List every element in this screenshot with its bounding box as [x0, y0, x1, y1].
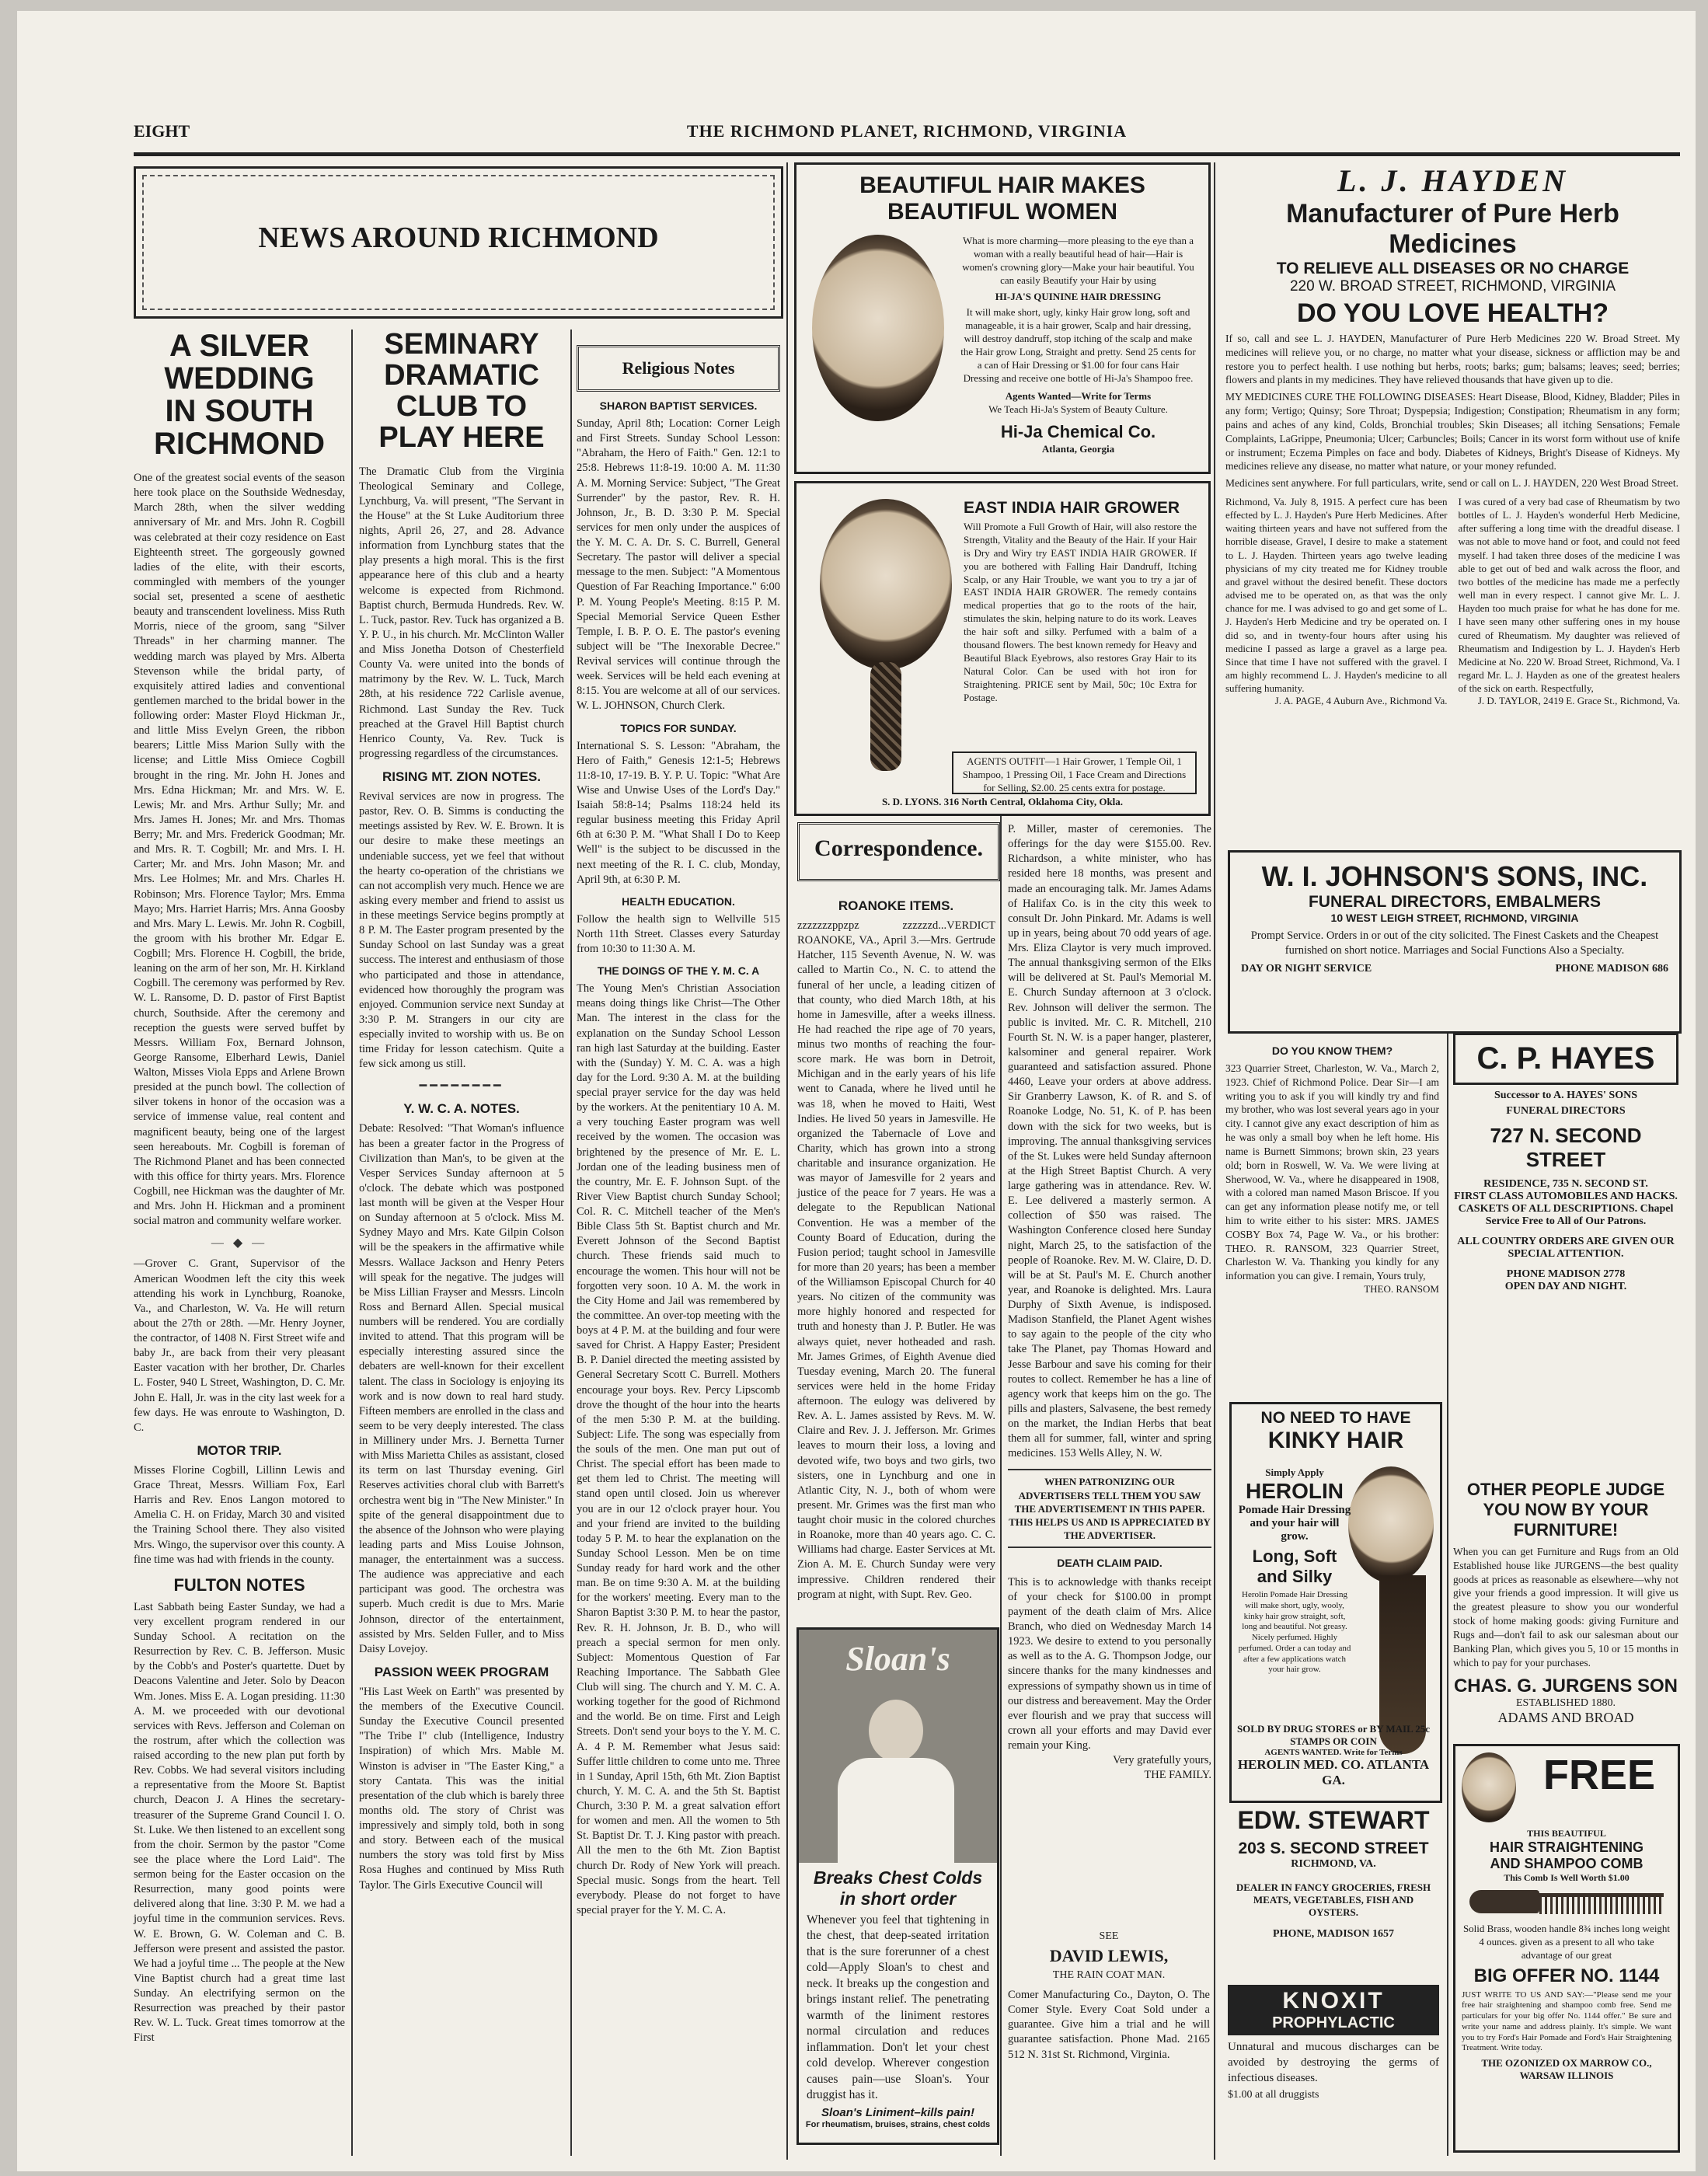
testimonial-taylor: [1459, 495, 1681, 708]
herolin-headline: NO NEED TO HAVE: [1260, 1409, 1411, 1427]
sharon-article: Sunday, April 8th; Location: Corner Leigh and First Streets. Sunday School Lesson: "Abraham, the Hero of Faith." Gen. 12:1 to 25:8. Hebrews 11:8-19. 10:00 A. M. 11:30 A. M. Morning Service: Subject, "The Great Surrender" by the pastor, Rev. R. H. Johnson, Jr., B. D. 3:30 P. M. Special services for men only under the auspices of the Y. M. C. A. Dr. S. C. Burrell, General Secretary. The pastor will deliver a special message to the men. Subject: "A Momentous Question of Far Reaching Importance." 6:00 P. M. Young People's Meeting. 8:15 P. M. Special Memorial Service Queen Esther Temple, I. B. P. O. E. The pastor's evening subject will be "The Inexorable Decree." Revival services will continue through the week. Services will be held each evening at 8:15. You are welcome at all of our services. W. L. JOHNSON, Church Clerk.: [577, 417, 780, 713]
testimonial-signature: J. D. TAYLOR, 2419 E. Grace St., Richmond, Va.: [1477, 695, 1680, 707]
jurgens-headline: OTHER PEOPLE JUDGE: [1466, 1480, 1665, 1499]
free-company: THE OZONIZED OX MARROW CO.,: [1481, 2057, 1652, 2070]
news-around-richmond-banner: [134, 166, 783, 319]
column-1: [134, 330, 345, 2164]
sloans-footer-uses: For rheumatism, bruises, strains, chest colds: [805, 2120, 991, 2130]
braid-image: [870, 662, 901, 771]
know-body: 323 Quarrier Street, Charleston, W. Va., March 2, 1923. Chief of Richmond Police. Dear Sir—I am writing you to ask if you will kindly try and find my brother, who was lost several years ago in your city. I cannot give any exact description of him as he was only a small boy when he left home. His name is Burnett Simmons; brown skin, 23 years old; born in Roswell, W. Va. We were living at Sherwood, W. Va., where he disappeared in 1908, with a colored man named Mason Briscoe. If you can get any information please notify me, or tell him to write either to his sister: MRS. JAMES COSBY Box 74, Page W. Va., or his brother: THEO. R. RANSOM, 323 Quarrier Street, Charleston W. Va. Thanking you kindly for any information you can give. I remain, Yours truly,: [1225, 1062, 1439, 1282]
free-instructions: JUST WRITE TO US AND SAY:—"Please send me your free hair straightening and shampoo comb free. Send me particulars for your big offer No. 1144 offer." Be sure and write your name and address plainly. It's simple. We want you to try Ford's Hair Pomade and Ford's Hair Straightening Treatment. Write today.: [1462, 1989, 1671, 2053]
column-rule: [786, 162, 788, 2160]
agents-outfit: AGENTS OUTFIT—1 Hair Grower, 1 Temple Oil, 1 Shampoo, 1 Pressing Oil, 1 Face Cream and Directions for Selling, $2.00. 25 cents extra for postage.: [952, 751, 1197, 794]
stewart-phone: PHONE, MADISON 1657: [1273, 1928, 1394, 1940]
silver-wedding-article: One of the greatest social events of the season here took place on the Southside Wednesday, March 28th, when the silver wedding anniversary of Mr. and Mrs. John R. Cogbill was celebrated at their cozy residence on East Eighteenth street. The gorgeously gowned ladies of the elite, with their escorts, commingled with members of the younger social set, presented a scene of aesthetic beauty and transcendent loveliness. Miss Ruth Morris, niece of the groom, sang "Silver Threads" in her charming manner. The wedding march was played by Mrs. Alberta Stevenson while the bridal party, of exquisitely attired ladies and conventional gentlemen marched to the bridal bower in the following order: Master Floyd Hickman Jr., and little Miss Evelyn Green, the ribbon bearers; Little Miss Marion Sully with the license; and Little Miss Omiece Cogbill brought in the ring. Mr. John H. Jones and Mrs. Edna Hickman; Mr. and Mrs. W. E. Lewis; Mr. and Mrs. Arthur Sully; Mr. and Mrs. James H. Jones; Mr. and Mrs. Thomas Berry; Mr. and Mrs. Frederick Goodman; Mr. and Mrs. R. T. Cogbill; Mr. and Mrs. I. H. Carter; Mr. and Mrs. John Mason; Mr. and Mrs. Lee Holmes; Mr. and Mrs. Charles H. Robinson; Mrs. Florence Taylor; Mrs. Emma Mayo; Mrs. Harriet Harris; Mrs. Anna Goosby and Mrs. Mary L. Lewis. Mr. John R. Cogbill, the groom with his brother Mr. Edgar E. Cogbill; Mrs. Florence H. Cogbill, the bride, leaning on the arm of her son, Mr. H. Kirkland Cogbill. The ceremony was performed by Rev. W. L. Ransome, D. D. pastor of First Baptist church, Southside. After the ceremony and reception the guests were served buffet by Messrs. William Fox, Bernard Johnson, George Ransome, Elberhard Lewis, Daniel Walton, Misses Viola Epps and Arlene Brown presided at the punch bowl. The collection of silver tokens in honor of the occasion was a service of immense value, real content and magnificent beauty, being one of the largest seen hereabouts. Mr. Cogbill is foreman of The Richmond Planet and has been connected with this office for thirty years. Mrs. Florence Cogbill, nee Hickman was the daughter of Mr. and Mrs. John H. Hickman and a prominent social matron and community welfare worker.: [134, 472, 345, 1228]
religious-notes-box: [577, 345, 780, 392]
hayes-address: 727 N. SECOND STREET: [1490, 1124, 1642, 1171]
hayes-name: C. P. HAYES: [1476, 1041, 1655, 1076]
topics-article: International S. S. Lesson: "Abraham, the Hero of Faith," Genesis 12:1-5; Hebrews 11:8-10, 17-19. B. Y. P. U. Topic: "What Are Wise and Unwise Uses of the Lord's Day." Isaiah 58:8-14; Psalms 118:24 held its regular business meeting this Friday April 6th at 6:30 P. M. "What Shall I Do to Keep Well" is the subject to be discussed in the next meeting of the R. I. C. club, Monday, April 9th, at 6:30 P. M.: [577, 739, 780, 886]
motor-trip-heading: MOTOR TRIP.: [197, 1442, 282, 1458]
masthead: [134, 120, 1680, 148]
zion-article: Revival services are now in progress. The pastor, Rev. O. B. Simms is conducting the meetings assisted by Rev. W. E. Brown. It is our desire to make these meetings an undeniable success, yet we feel that without the hearty co-operation of the christians we can not accomplish very much. Hence we are asking every member and friend to assist us in these meetings Service begins promptly at 8 P. M. The Easter program presented by the Sunday School on last Sunday was a great success. The interest and enthusiasm of those who participated and those in attendance, evidenced how thoroughly the program was enjoyed. Communion service next Sunday at 3:30 P. M. Strangers in our city are especially invited to worship with us. Be on time Friday for lesson catechism. Quite a few sick among us still.: [359, 790, 564, 1071]
hayes-residence: RESIDENCE, 735 N. SECOND ST.: [1483, 1178, 1648, 1190]
herolin-simply: Simply Apply: [1265, 1466, 1324, 1478]
jurgens-established: ESTABLISHED 1880.: [1516, 1697, 1616, 1710]
stewart-name: EDW. STEWART: [1237, 1806, 1430, 1834]
knoxit-price: $1.00 at all druggists: [1228, 2089, 1319, 2101]
know-heading: DO YOU KNOW THEM?: [1271, 1044, 1393, 1057]
silver-wedding-headline: [134, 330, 345, 460]
fulton-notes-heading: FULTON NOTES: [173, 1574, 305, 1595]
zion-heading: RISING MT. ZION NOTES.: [382, 769, 541, 785]
see-label: SEE: [1099, 1930, 1119, 1942]
hayden-relieve: TO RELIEVE ALL DISEASES OR NO CHARGE: [1276, 260, 1630, 277]
ad-system: We Teach Hi-Ja's System of Beauty Culture.: [988, 403, 1168, 415]
headline-line: A SILVER WEDDING: [164, 329, 315, 396]
hayden-herb-medicines-ad: [1225, 162, 1680, 823]
jurgens-address: ADAMS AND BROAD: [1497, 1710, 1634, 1726]
headline-line: CLUB TO PLAY HERE: [378, 389, 545, 454]
hayden-testimonials: [1225, 495, 1680, 708]
sloans-illustration: [799, 1630, 997, 1863]
banner-title: NEWS AROUND RICHMOND: [258, 221, 659, 254]
knoxit-subtitle: PROPHYLACTIC: [1272, 2014, 1395, 2031]
hija-hair-ad: [794, 162, 1211, 474]
johnson-name: W. I. JOHNSON'S SONS, INC.: [1261, 860, 1648, 892]
death-claim-signature: THE FAMILY.: [1144, 1769, 1211, 1782]
sharon-heading: SHARON BAPTIST SERVICES.: [599, 399, 758, 412]
knoxit-brand: KNOXIT: [1282, 1988, 1385, 2014]
ad-city: Atlanta, Georgia: [1041, 443, 1115, 455]
seminary-headline: [359, 330, 564, 454]
knoxit-ad: [1228, 1985, 1439, 2148]
man-head-image: [869, 1700, 923, 1762]
religious-notes-title: Religious Notes: [622, 358, 735, 378]
woman-portrait-image: [1462, 1752, 1516, 1822]
johnson-body: Prompt Service. Orders in or out of the city solicited. The Finest Caskets and the Cheapest furnished on short notice. Marriages and Social Functions Also a Specialty.: [1250, 929, 1659, 957]
sloans-tagline: in short order: [839, 1888, 957, 1909]
stewart-address: 203 S. SECOND STREET: [1238, 1839, 1429, 1857]
column-rule: [1447, 1029, 1448, 2156]
ad-title: BEAUTIFUL WOMEN: [887, 199, 1118, 225]
herolin-agents: AGENTS WANTED. Write for Terms: [1264, 1748, 1403, 1757]
hayden-name: L. J. HAYDEN: [1337, 163, 1568, 198]
sloans-footer: Sloan's Liniment–kills pain!: [821, 2106, 974, 2120]
free-comb-ad: [1453, 1744, 1680, 2153]
johnson-phone: PHONE MADISON 686: [1555, 963, 1668, 975]
free-city: WARSAW ILLINOIS: [1519, 2070, 1614, 2082]
stewart-grocery-ad: [1228, 1806, 1439, 1977]
woman-portrait-image: [820, 499, 952, 670]
hayden-body: If so, call and see L. J. HAYDEN, Manufacturer of Pure Herb Medicines 220 W. Broad Street. My medicines will relieve you, or no charge, no matter what your disease, sickness or affliction may be and restore you to perfect health. I use nothing but herbs, roots; barks; gum; balsams; leaves; seed; berries; flowers and plants in my medicines. They have relieved thousands that have given up to die.: [1225, 333, 1680, 386]
column-rule: [351, 330, 353, 2156]
knoxit-body: Unnatural and mucous discharges can be avoided by destroying the germs of infectious diseases.: [1228, 2041, 1439, 2084]
testimonial-page: [1225, 495, 1448, 708]
sloans-tagline: Breaks Chest Colds: [813, 1867, 983, 1888]
fulton-notes-article: Last Sabbath being Easter Sunday, we had a very excellent program rendered in our Sunday School. A recitation on the Resurrection by Rev. C. B. Jefferson. Music by the Cobb's and Poster's quartette. Duet by Deacons Valentine and Jeter. Solo by Deacon Wm. Jones. Miss E. A. Logan presiding. 11:30 A. M. we proceeded with our devotional services with Revs. Jefferson and Coleman on the rostrum, after which the collection was raised according to the new plan put forth by Rev. Cobbs. We had several visitors including a representative from the Moore St. Baptist church, Deacon J. A Hines the secretary-treasurer of the Supreme Grand Council I. O. St. Luke. We then listened to an excellent song from the choir. Sermon by the pastor "Come see the place where the Lord Laid". The sermon being for the Easter occasion on the Resurrection, many good points were delivered along that line. 3:30 P. M. we had a joyful time in the communion services. Revs. W. E. Brown, G. W. Coleman and C. B. Jefferson were present and assisted the pastor. We had a joyful time ... The people at the New Vine Baptist church had a great time last Sunday. An electrifying sermon on the Resurrection was preached by their pastor Rev. W. L. Tuck. Great times tomorrow at the First: [134, 1600, 345, 2045]
testimonial-signature: J. A. PAGE, 4 Auburn Ave., Richmond Va.: [1274, 695, 1448, 707]
roanoke-heading: ROANOKE ITEMS.: [838, 898, 954, 913]
passion-week-article: "His Last Week on Earth" was presented by the members of the Executive Council. Sunday the Executive Council presented "The Tribe I" club (Intelligence, Industry Inspiration) of which Mrs. Mable M. Winston is adviser in "The Easter King," a story Cantata. This was the initial presentation of the club which is barely three months old. The story of Christ was impressively and simply told, both in song and story. Between each of the musical numbers the story was told first by Miss Rosa Hughes and continued by Miss Ruth Taylor. The Girls Executive Council will: [359, 1685, 564, 1892]
stewart-city: RICHMOND, VA.: [1291, 1858, 1376, 1870]
passion-week-heading: PASSION WEEK PROGRAM: [374, 1664, 549, 1679]
woman-portrait-image: [812, 235, 944, 421]
ad-product: HI-JA'S QUININE HAIR DRESSING: [995, 290, 1162, 302]
stewart-dealer: DEALER IN FANCY GROCERIES, FRESH MEATS, VEGETABLES, FISH AND OYSTERS.: [1236, 1881, 1431, 1918]
death-claim-closing: Very gratefully yours,: [1113, 1754, 1211, 1767]
herolin-long: Long, Soft and Silky: [1252, 1547, 1337, 1586]
jurgens-furniture-ad: [1453, 1480, 1678, 1736]
hayden-contact: Medicines sent anywhere. For full particulars, write, send or call on L. J. HAYDEN, 220 West Broad Street.: [1225, 477, 1679, 490]
topics-heading: TOPICS FOR SUNDAY.: [620, 721, 737, 734]
herolin-company: HEROLIN MED. CO. ATLANTA GA.: [1237, 1757, 1430, 1787]
seminary-article: The Dramatic Club from the Virginia Theological Seminary and College, Lynchburg, Va. will present, "The Servant in the House" at the St Luke Auditorium three nights, April 26, 27, and 28. Advance information from Lynchburg states that the play presents a high moral. This is the first appearance here of this club and a hearty welcome is expected from Richmond. Baptist church, Bermuda Hundreds. Rev. W. L. Tuck, pastor. Rev. Tuck has organized a B. Y. P. U., in his church. Mr. McClinton Waller and Miss Jonetha Dotson of Chesterfield County Va. were united into the bonds of matrimony by the Rev. W. L. Tuck, March 28th, at his residence 722 Carlisle avenue, Richmond. Last Sunday the Rev. Tuck preached at the Gravel Hill Baptist church Henrico County, Va. Rev. Tuck is progressing regardless of the circumstances.: [359, 465, 564, 760]
death-claim-article: This is to acknowledge with thanks receipt of your check for $100.00 in prompt payment of the death claim of Mrs. Alice Branch, who died on Wednesday March 14 1923. We desire to extend to you personally as well as to the A. G. Thompson Jodge, our sincere thanks for the many kindnesses and expressions of sympathy shown us in time of our distress and bereavement. May the Order ever flourish and we pray that success will crown all your efforts and may David ever remain your King.: [1008, 1575, 1211, 1752]
personals-article: —Grover C. Grant, Supervisor of the American Woodmen left the city this week attending his work in Lynchburg, Roanoke, Va., and Charleston, W. Va. He will return about the 27th or 28th. —Mr. Henry Joyner, the contractor, of 1408 N. First Street wife and baby Jr., are back from their very pleasant Easter vacation with her brother, Dr. Charles L. Foster, 940 L Street, Washington, D. C. Mr. John E. Hall, Jr. was in the city last week for a few days. He was enroute to Washington, D. C.: [134, 1257, 345, 1434]
correspondence-box: [797, 822, 1000, 881]
ywca-article: Debate: Resolved: "That Woman's influence has been a greater factor in the Progress of Civilization than Man's, to be given at the Vesper Services Sunday afternoon at 5 o'clock. The debate which was postponed last month will be given at the Vesper Hour on Sunday afternoon at 5 o'clock. Miss M. Sydney Mayo and Mrs. Kate Gilpin Colson will be the speakers in the affirmative while Messrs. Wallace Jackson and Henry Peters will speak for the negative. The judges will be Miss Lillian Frayser and Messrs. Lincoln Ross and Bernard Allen. Special musical numbers will be rendered. You are cordially invited to attend. That this program will be especially interesting assured since the debaters are well-known for their excellent talent. The class in Sociology is enjoying its work and is now down to real hard study. Fifteen members are enrolled in the class and seem to be very deeply interested. The class in Millinery under Mrs. J. Bernetta Turner with Miss Marietta Chiles as assistant, closed its term on last Thursday evening. Girl Reserves activities choral club with Barrett's orchestra went big in "The New Minister." In spite of the general disappointment due to the absence of the Johnson who were playing leading parts and Miss Louise Johnson, manager, the entertainment was a success. The audience was appreciative and each participant was good. The orchestra was superb. Much credit is due to Mrs. Marie Johnson, director of the entertainment, assisted by Mrs. Selden Fuller, and to Miss Daisy Lovejoy.: [359, 1122, 564, 1655]
ymca-article: The Young Men's Christian Association means doing things like Christ—The Other Man. The interest in the class for the explanation on the Sunday School Lesson ran high last Saturday at the building. Easter with the (Sunday) Y. M. C. A. was a high day for the Lord. 9:30 A. M. at the building special prayer service for the day was held by the workers. At the penitentiary 10 A. M. a very touching Easter program was well received by the women. The occasion was brightened by the presence of Mr. E. L. Jordan one of the leading business men of the country, Mr. E. F. Johnson Supt. of the River View Baptist church Sunday School; Col. R. C. Mitchell teacher of the Men's Bible Class 5th St. Baptist church and Mr. Everett Johnson of the Second Baptist church. These friends said much to encourage the women. This hour will not be forgotten very soon. 10 A. M. the work in the City Home and Jail was remembered by the committee. An over-top meeting with the boys at 4 P. M. at the building and four were saved for Christ. A Happy Easter; President B. P. Daniel directed the meeting assisted by General Secretary Scott C. Burrell. Mothers encourage your boys. Rev. Percy Lipscomb drove the thought of the hour into the hearts of the men 5:30 P. M. at the building. Subject: Life. The song was especially from the souls of the men. One man put out of Christ. The special effort has been made to get them led to Christ. The meeting will stand open until closed. Join us wherever you are in our 12 o'clock prayer hour. You and your friend are invited to the building today 5 P. M. to hear the explanation on the Sunday School Lesson. Men be on time Sunday ready for hard work and the other man. Be on time 9:30 A. M. at the building for the workers' meeting. Every man to the Sharon Baptist 3:30 P. M. to hear the pastor, Rev. R. H. Johnson, Jr. B. D., who will preach a special sermon for men only. Subject: Momentous Question of Far Reaching Importance. The Sabbath Glee Club will sing. The church and Y. M. C. A. working together for the good of Richmond and the world. Be on time. First and Leigh Streets. Don't send your boys to the Y. M. C. A. 4 P. M. Remember what Jesus said: Suffer little children to come unto me. Three in 1 Sunday, April 15th, 6th Mt. Zion Baptist church, Y. M. C. A. and the 5th St. Baptist Church, 3:30 P. M. a great salvation effort for women and men. All the women to 5th St. Baptist Dr. T. J. King pastor with preach. All the men to the 6th Mt. Zion Baptist church Dr. Rody of New York will preach. Special music. Songs from the heart. Tell everybody. Please do not forget to have special prayer for the Y. M. C. A.: [577, 982, 780, 1916]
hayes-open: OPEN DAY AND NIGHT.: [1504, 1281, 1627, 1292]
newspaper-page: [17, 11, 1696, 2171]
health-heading: HEALTH EDUCATION.: [622, 894, 735, 908]
free-headline: FREE: [1542, 1752, 1656, 1798]
ad-agents: Agents Wanted—Write for Terms: [1005, 389, 1152, 402]
herolin-pomade: Pomade Hair Dressing and your hair will grow.: [1238, 1504, 1351, 1543]
motor-trip-article: Misses Florine Cogbill, Lillinn Lewis and Grace Threat, Messrs. William Fox, Earl Harris and Rev. Enos Langon motored to Amelia C. H. on Friday, March 30 and visited the Training School there. They also visited Mrs. Wingo, the supervisor over this county. A fine time was had with friends in the county.: [134, 1463, 345, 1566]
johnson-funeral-ad: [1228, 850, 1682, 1034]
free-line: HAIR STRAIGHTENING: [1490, 1839, 1644, 1855]
testimonial-text: Richmond, Va. July 8, 1915. A perfect cure has been effected by L. J. Hayden's Pure Herb Medicines. After waiting thirteen years and have not suffered from the horrible disease, Gravel, I desire to make a statement to L. J. Hayden. Thirteen years ago twelve leading physicians of my city treated me for Kidney trouble and gravel without the desired benefit. These doctors advised me to be operated on, as that was the only chance for me. I was advised to go and get some of L. J. Hayden's Herb Medicine and try be operated on. I did so, and in twenty-four hours after using his medicine I passed as large a gravel as a large pea. Since that time I have not suffered with the gravel. I am highly recommend L. J. Hayden's medicine to all suffering humanity.: [1225, 495, 1448, 695]
herolin-brand: HEROLIN: [1246, 1479, 1344, 1503]
hayes-funeral-ad: [1453, 1033, 1678, 1468]
divider-ornament: ━━━━━━━━: [419, 1079, 504, 1093]
headline-line: IN SOUTH RICHMOND: [154, 394, 325, 461]
hayes-successor: Successor to A. HAYES' SONS: [1494, 1090, 1637, 1101]
free-worth: This Comb Is Well Worth $1.00: [1504, 1872, 1630, 1883]
do-you-know-them-article: [1225, 1037, 1439, 1394]
ad-company: Hi-Ja Chemical Co.: [1000, 421, 1156, 441]
column-rule: [570, 330, 572, 2156]
page-number: EIGHT: [134, 121, 190, 141]
knoxit-logo: [1228, 1985, 1439, 2035]
hayes-subtitle: FUNERAL DIRECTORS: [1506, 1105, 1626, 1117]
column-3: [577, 330, 780, 2164]
herolin-footer: [1236, 1723, 1431, 1788]
johnson-address: 10 WEST LEIGH STREET, RICHMOND, VIRGINIA: [1330, 912, 1579, 924]
sloans-brand: Sloan's: [845, 1640, 950, 1678]
roanoke-article-right: [1008, 822, 1211, 1782]
david-lewis-subtitle: THE RAIN COAT MAN.: [1052, 1969, 1166, 1981]
ad-title: BEAUTIFUL HAIR MAKES: [859, 173, 1145, 198]
free-copy: [1455, 1828, 1678, 2082]
jurgens-name: CHAS. G. JURGENS SON: [1453, 1676, 1678, 1697]
ad-body: Will Promote a Full Growth of Hair, will also restore the Strength, Vitality and the Beauty of the Hair. If your Hair is Dry and Wiry try EAST INDIA HAIR GROWER. If you are bothered with Falling Hair Dandruff, Itching Scalp, or any Hair Trouble, we want you to try a jar of EAST INDIA HAIR GROWER. The remedy contains medical properties that go to the roots of the hair, stimulates the skin, helping nature to do its work. Leaves the hair soft and silky. Perfumed with a balm of a thousand flowers. The best known remedy for Heavy and Beautiful Black Eyebrows, also restores Gray Hair to its Natural Color. Can be used with hot iron for Straightening. PRICE sent by Mail, 50c; 10c Extra for Postage.: [964, 521, 1197, 703]
ad-intro: What is more charming—more pleasing to the eye than a woman with a really beautiful head of hair—Hair is women's crowning glory—Make your hair beautiful. You can easily Beautify your Hair by using: [962, 235, 1194, 286]
death-claim-heading: DEATH CLAIM PAID.: [1057, 1557, 1162, 1570]
ad-title: EAST INDIA HAIR GROWER: [964, 499, 1180, 517]
hayden-question: DO YOU LOVE HEALTH?: [1296, 298, 1609, 328]
comb-image: [1469, 1890, 1664, 1916]
column-rule: [1214, 162, 1215, 2160]
hayes-body: FIRST CLASS AUTOMOBILES AND HACKS. CASKETS OF ALL DESCRIPTIONS. Chapel Service Free to All of Our Patrons.: [1454, 1191, 1678, 1227]
east-india-hair-ad: [794, 481, 1211, 816]
david-lewis-body: Comer Manufacturing Co., Dayton, O. The Comer Style. Every Coat Sold under a guarantee. Give him a trial and he will guarantee satisfaction. Phone Mad. 2165 512 N. 31st St. Richmond, Virginia.: [1008, 1989, 1210, 2061]
ad-address: S. D. LYONS. 316 North Central, Oklahoma City, Okla.: [881, 796, 1124, 807]
david-lewis-ad: [1008, 1930, 1210, 2140]
herolin-headline: KINKY HAIR: [1267, 1428, 1404, 1453]
free-line: AND SHAMPOO COMB: [1490, 1856, 1644, 1871]
hayden-diseases: MY MEDICINES CURE THE FOLLOWING DISEASES: Heart Disease, Blood, Kidney, Bladder; Piles in any form; Vertigo; Quinsy; Sore Throat; Dyspepsia; Indigestion; Constipation; Rheumatism in any form; pains and aches of any kind, Colds, Bronchial troubles; Skin Diseases; all itching Sensations; Female Complaints, LaGrippe, Pneumonia; Ulcer; Carbuncles; Boils; Cancer in its worst form without use of knife or instrument; Eczema Pimples on face and body. Diabetes of Kidneys, Bright's Disease of Kidneys. My medicines relieve any disease, no matter what nature, or your money refunded.: [1225, 391, 1680, 473]
ad-copy: [964, 499, 1197, 748]
hayes-name-box: [1453, 1033, 1678, 1085]
david-lewis-name: DAVID LEWIS,: [1049, 1946, 1169, 1965]
herolin-body: Herolin Pomade Hair Dressing will make short, ugly, wooly, kinky hair grow straight, soft, long and beautiful. Not greasy. Nicely perfumed. Highly perfumed. Order a can today and after a few applications watch your hair grow.: [1238, 1590, 1351, 1675]
hayes-phone: PHONE MADISON 2778: [1506, 1268, 1626, 1280]
jurgens-headline: FURNITURE!: [1513, 1520, 1619, 1540]
sloans-body: Whenever you feel that tightening in the chest, that deep-seated irritation that is the sure forerunner of a chest cold—Apply Sloan's to chest and neck. It breaks up the congestion and brings instant relief. The penetrating warmth of the liniment restores normal circulation and reduces inflammation. Don't let your chest cold develop. Wherever congestion causes pain—use Sloan's. Your druggist has it.: [807, 1913, 989, 2101]
woman-portrait-image: [1348, 1466, 1434, 1583]
man-body-image: [838, 1758, 954, 1863]
column-2: [359, 330, 564, 2164]
free-body: Solid Brass, wooden handle 8¾ inches long weight 4 ounces. given as a present to all who take advantage of our great: [1462, 1923, 1671, 1961]
health-article: Follow the health sign to Wellville 515 North 11th Street. Classes every Saturday from 10:30 to 11:30 A. M.: [577, 912, 780, 955]
masthead-rule: [134, 152, 1680, 156]
roanoke-article-text: P. Miller, master of ceremonies. The offerings for the day were $155.00. Rev. Richardson, a white minister, who has resided here 18 months, was present and made an encouraging talk. Mr. James Adams of Halifax Co. is in the city this week to consult Dr. John Pinkard. Mr. Adams is well up in years, being about 70 odd years of age. Mrs. Eliza Claytor is very much improved. The annual thanksgiving sermon of the Elks will be delivered at St. Paul's Memorial M. E. Church Sunday afternoon at 3 o'clock. Rev. Johnson will deliver the sermon. The public is invited. Mr. C. R. Mitchell, 210 Fourth St. N. W. is a paper hanger, plasterer, kalsominer and general repairer. Work guaranteed and satisfaction assured. Phone 4460, Leave your orders at above address. Sir Granberry Lawson, K. of R. and S. of Roanoke Lodge, No. 51, K. of P. has been down with the sick for two weeks, but is improving. The annual thanksgiving services of the St. Lukes were held Sunday afternoon at the High Street Baptist Church. A very large gathering was in attendance. Rev. W. E. Lee delivered a masterly sermon. A collection of $50 was raised. The Washington Conference closed here Sunday night, March 25, to the satisfaction of the people of Roanoke. Rev. M. W. Claire, D. D. will be at St. Paul's M. E. Church another year, and Roanoke is delighted. Mrs. Laura Durphy of Sixth Avenue, is indisposed. Madison Stanfield, the Planet Agent wishes to say again to the people of the city who take The Planet, pay Thomas Howard and Jesse Barbour and save his coming for their routes to collect. Remember he has a line of agency work that keeps him on the go. The pills and plasters, Salvasene, the best remedy on the market, the Indian Herbs that beat them all for summer, fall, winter and spring medicines. 153 Wells Alley, N. W.: [1008, 823, 1211, 1460]
ad-copy: [960, 235, 1197, 468]
roanoke-article-left: zzzzzzzppzpz zzzzzzd...VERDICT ROANOKE, VA., April 3.—Mrs. Gertrude Hatcher, 115 Seventh Avenue, N. W. was called to Martin Co., N. C. to attend the funeral of her uncle, a leading citizen of that county, who died March 18th, at his home in Jamesville, after a weeks illness. He had reached the ripe age of 70 years, minus two months of reaching the four-score mark. He was born in Detroit, Michigan and in the early years of his life went to Canada, where he lived until he was 18, when he moved to Haiti, West Indies. He lived 50 years in Jamesville. He organized the Tabernacle of Love and Charity, which has grown into a strong charitable and insurance organization. He was mayor of Jamesville for 2 years and justice of the peace for 7 years. He was a delegate to the Republican National Convention. He was a member of the County Board of Education, during the Fusion period; taught school in Jamesville for more than 20 years; has been a member of the Williamson Episcopal Church for 40 years. No citizen of the community was more highly honored and respected for truth and honesty than J. P. Butler. He was always quiet, never hotheaded and rash. Mr. James Grimes, of Eighth Avenue died Tuesday evening, March 20. The funeral services were held in the home Friday afternoon. The eulogy was delivered by Rev. A. L. James assisted by Revs. M. W. Claire and Rev. J. J. Jefferson. Mr. Grimes leaves to mourn their loss, a loving and devoted wife, two boys and two girls, two sisters, one in Lynchburg and one in Atlantic City, N. J., both of whom were present. Mr. Grimes was the first man who taught choir music in the colored churches in Roanoke, more than 40 years ago. C. C. Williams had charge. Easter Services at Mt. Zion A. M. E. Church Sunday were very impressive. Children rendered their program at night, with Supt. Rev. Geo.: [797, 919, 995, 1601]
jurgens-body: When you can get Furniture and Rugs from an Old Established house like JURGENS—the best quality goods at prices as reasonable as elsewhere—why not give your friends a good impression. It will give us the greatest pleasure to show you our wonderful stock of home making goods: giving Furniture and Rugs and—don't fail to ask our salesman about our Banking Plan, which gives you 5, 10 or 15 months in which to pay for your purchases.: [1453, 1546, 1678, 1669]
ywca-heading: Y. W. C. A. NOTES.: [403, 1101, 520, 1117]
ymca-heading: THE DOINGS OF THE Y. M. C. A: [597, 964, 760, 978]
sloans-liniment-ad: [796, 1627, 999, 2145]
hayden-address: 220 W. BROAD STREET, RICHMOND, VIRGINIA: [1289, 278, 1616, 295]
herolin-sold: SOLD BY DRUG STORES or BY MAIL 25c STAMPS OR COIN: [1236, 1723, 1431, 1747]
headline-line: SEMINARY DRAMATIC: [384, 328, 539, 392]
correspondence-title: Correspondence.: [814, 835, 983, 861]
johnson-footer: [1230, 963, 1679, 975]
patronize-notice: WHEN PATRONIZING OUR ADVERTISERS TELL THEM YOU SAW THE ADVERTISEMENT IN THIS PAPER. THIS HELPS US AND IS APPRECIATED BY THE ADVERTISER.: [1008, 1469, 1211, 1548]
newspaper-title: THE RICHMOND PLANET, RICHMOND, VIRGINIA: [686, 121, 1128, 141]
hayes-orders: ALL COUNTRY ORDERS ARE GIVEN OUR SPECIAL ATTENTION.: [1457, 1236, 1675, 1260]
herolin-ad: [1229, 1402, 1442, 1803]
free-line: THIS BEAUTIFUL: [1527, 1828, 1606, 1839]
testimonial-text: I was cured of a very bad case of Rheumatism by two bottles of L. J. Hayden's wonderful Herb Medicine, after suffering a long time with the dreadful disease. I was not able to move hand or foot, and could not feed myself. I had taken three doses of the medicine I was able to get out of bed and walk across the floor, and two bottles of the medicine has made me a perfectly well man in every respect. I cannot give Mr. L. J. Hayden too much praise for what he has done for me. I have seen many other suffering ones in my house cured of Rheumatism. My daughter was relieved of Rheumatism and Indigestion by L. J. Hayden's Herb Medicine at No. 220 W. Broad Street, Richmond, Va. I regard Mr. L. J. Hayden as one of the greatest healers of the sick on earth. Respectfully,: [1458, 495, 1680, 695]
divider-ornament: — ◆ —: [211, 1236, 268, 1250]
ad-description: It will make short, ugly, kinky Hair grow long, soft and manageable, it is a hair grower, Scalp and hair dressing, will destroy dandruff, stop itching of the scalp and make the Hair grow Long, Straight and pretty. Send 25 cents for a can of Hair Dressing or $1.00 for four cans Hair Dressing and receive one bottle of Hi-Ja's Shampoo free.: [960, 306, 1196, 384]
johnson-service: DAY OR NIGHT SERVICE: [1241, 963, 1372, 975]
johnson-line: FUNERAL DIRECTORS, EMBALMERS: [1308, 893, 1602, 911]
free-offer: BIG OFFER NO. 1144: [1473, 1965, 1660, 1986]
jurgens-headline: YOU NOW BY YOUR: [1483, 1500, 1649, 1519]
hayden-title: Manufacturer of Pure Herb Medicines: [1286, 199, 1619, 259]
know-signature: THEO. RANSOM: [1364, 1283, 1439, 1295]
